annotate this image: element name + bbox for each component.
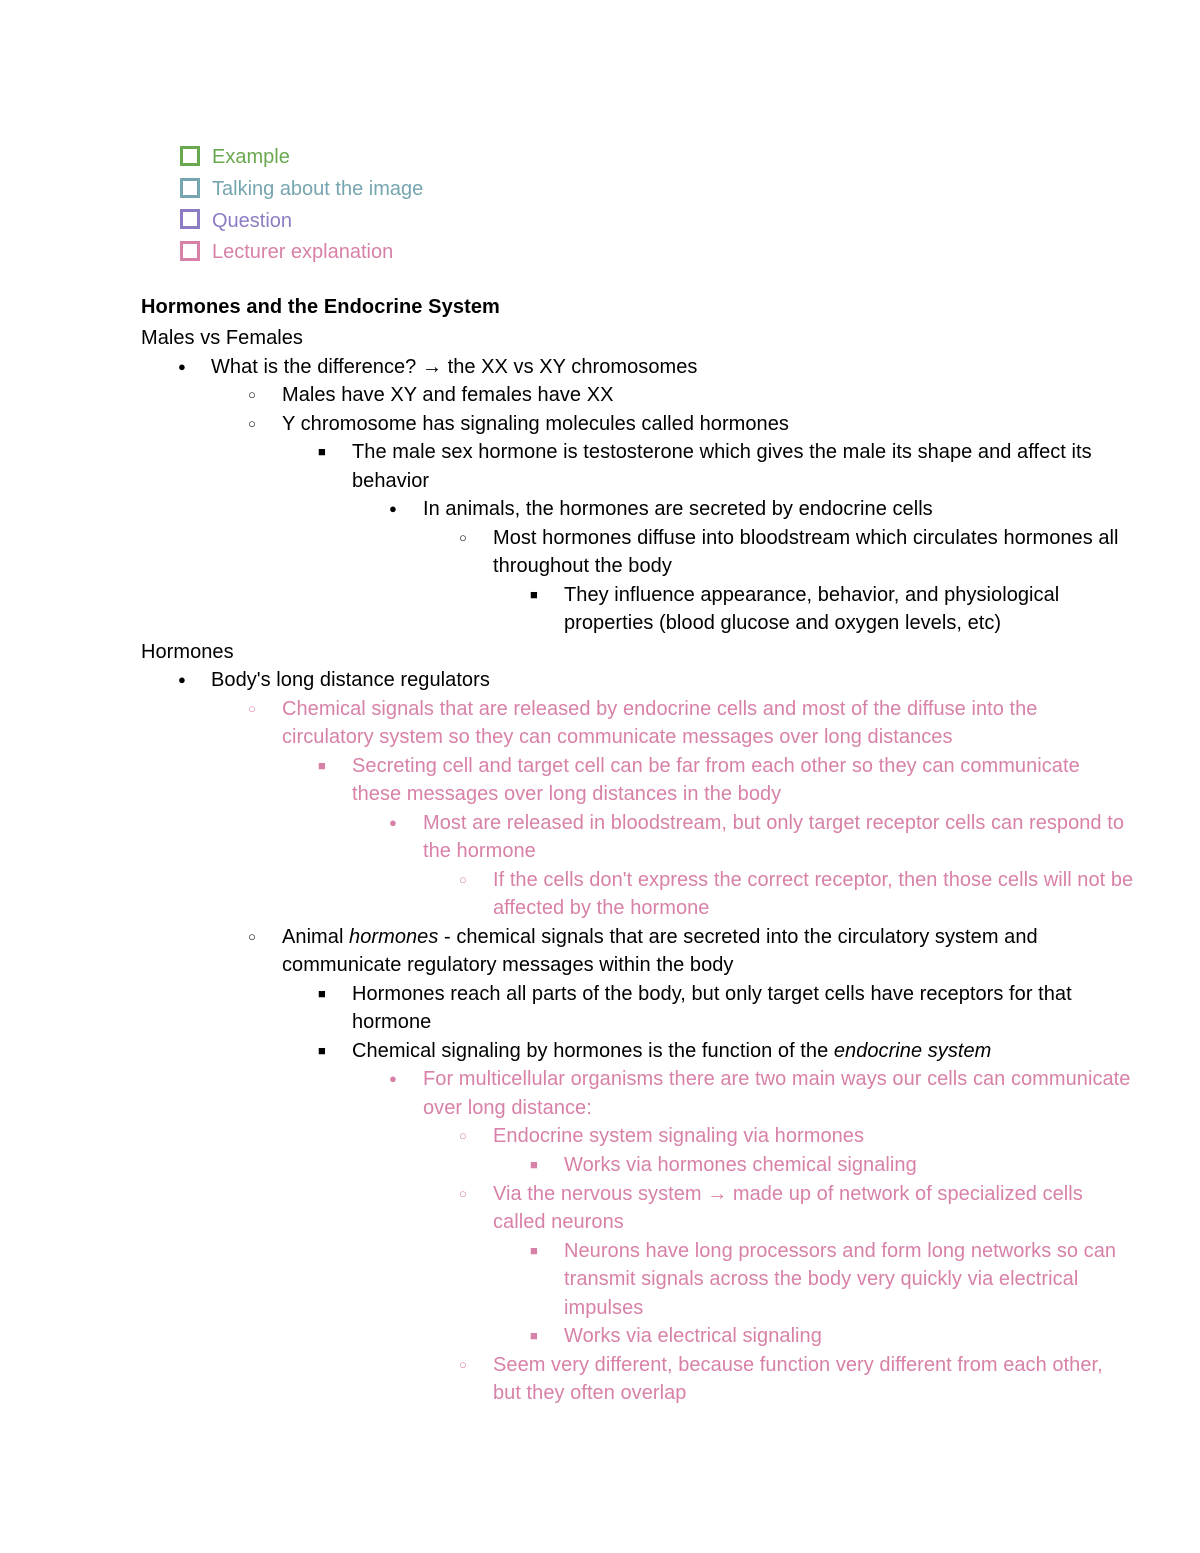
checkbox-icon[interactable]	[180, 209, 200, 229]
legend-label: Lecturer explanation	[212, 241, 394, 264]
list-item: Secreting cell and target cell can be far from each other so they can communicate	[352, 755, 1080, 777]
square-bullet-icon: ■	[318, 1043, 326, 1058]
legend-item-lecturer	[180, 237, 423, 269]
text-segment: - chemical signals that are secreted into the circulatory system and	[438, 926, 1038, 948]
text-segment: Chemical signaling by hormones is the function of the	[352, 1040, 834, 1062]
list-item-continuation: these messages over long distances in the body	[352, 783, 782, 805]
list-item: Chemical signals that are released by endocrine cells and most of the diffuse into the	[282, 698, 1038, 720]
square-bullet-icon: ■	[530, 1243, 538, 1258]
list-item: Males have XY and females have XX	[282, 384, 614, 406]
list-item-continuation: circulatory system so they can communicate messages over long distances	[282, 726, 953, 748]
defined-term: endocrine system	[833, 1040, 992, 1062]
list-item: Most hormones diffuse into bloodstream which circulates hormones all	[493, 527, 1119, 549]
list-item: If the cells don't express the correct receptor, then those cells will not be	[493, 869, 1134, 891]
disc-bullet-icon: ●	[389, 501, 397, 516]
legend-label: Question	[212, 209, 293, 232]
circle-bullet-icon: ○	[459, 872, 467, 887]
list-item: Neurons have long processors and form long networks so can	[564, 1240, 1117, 1262]
list-item: They influence appearance, behavior, and physiological	[564, 584, 1060, 606]
circle-bullet-icon: ○	[459, 1128, 467, 1143]
legend-item-question	[180, 205, 423, 237]
list-item: What is the difference? → the XX vs XY chromosomes	[211, 356, 698, 378]
list-item: Endocrine system signaling via hormones	[493, 1125, 865, 1147]
list-item	[282, 923, 1038, 952]
list-item-continuation: but they often overlap	[493, 1382, 687, 1404]
square-bullet-icon: ■	[530, 1157, 538, 1172]
defined-term: hormones	[349, 926, 439, 948]
square-bullet-icon: ■	[530, 587, 538, 602]
square-bullet-icon: ■	[530, 1328, 538, 1343]
list-item-continuation: communicate regulatory messages within the body	[282, 954, 734, 976]
list-item: Body's long distance regulators	[211, 669, 490, 691]
circle-bullet-icon: ○	[248, 929, 256, 944]
section-label: Males vs Females	[141, 327, 303, 349]
text-segment: Animal	[282, 926, 350, 948]
disc-bullet-icon: ●	[178, 672, 186, 687]
list-item-continuation: affected by the hormone	[493, 897, 710, 919]
list-item-continuation: hormone	[352, 1011, 432, 1033]
square-bullet-icon: ■	[318, 444, 326, 459]
legend-label: Talking about the image	[212, 178, 424, 201]
list-item: Works via electrical signaling	[564, 1325, 822, 1347]
list-item: Works via hormones chemical signaling	[564, 1154, 917, 1176]
square-bullet-icon: ■	[318, 758, 326, 773]
list-item: The male sex hormone is testosterone which gives the male its shape and affect its	[352, 441, 1092, 463]
circle-bullet-icon: ○	[459, 1186, 467, 1201]
list-item-continuation: impulses	[564, 1297, 644, 1319]
section-label: Hormones	[141, 641, 234, 663]
disc-bullet-icon: ●	[178, 359, 186, 374]
circle-bullet-icon: ○	[248, 701, 256, 716]
circle-bullet-icon: ○	[459, 1357, 467, 1372]
list-item: Most are released in bloodstream, but only target receptor cells can respond to	[423, 812, 1124, 834]
square-bullet-icon: ■	[318, 986, 326, 1001]
legend-item-image	[180, 174, 423, 206]
list-item-continuation: properties (blood glucose and oxygen levels, etc)	[564, 612, 1002, 634]
checkbox-icon[interactable]	[180, 146, 200, 166]
circle-bullet-icon: ○	[459, 530, 467, 545]
list-item-continuation: over long distance:	[423, 1097, 592, 1119]
list-item: Hormones reach all parts of the body, but only target cells have receptors for that	[352, 983, 1072, 1005]
list-item-continuation: the hormone	[423, 840, 536, 862]
legend-label: Example	[212, 146, 290, 169]
list-item: Seem very different, because function very different from each other,	[493, 1354, 1103, 1376]
disc-bullet-icon: ●	[389, 1071, 397, 1086]
checkbox-icon[interactable]	[180, 241, 200, 261]
list-item: Y chromosome has signaling molecules called hormones	[282, 413, 789, 435]
list-item-continuation: behavior	[352, 470, 430, 492]
color-legend	[180, 142, 423, 269]
list-item-continuation: transmit signals across the body very quickly via electrical	[564, 1268, 1079, 1290]
disc-bullet-icon: ●	[389, 815, 397, 830]
list-item: For multicellular organisms there are two main ways our cells can communicate	[423, 1068, 1131, 1090]
circle-bullet-icon: ○	[248, 416, 256, 431]
list-item: Via the nervous system → made up of network of specialized cells	[493, 1183, 1083, 1205]
legend-item-example	[180, 142, 423, 174]
list-item	[352, 1037, 991, 1066]
circle-bullet-icon: ○	[248, 387, 256, 402]
checkbox-icon[interactable]	[180, 178, 200, 198]
list-item: In animals, the hormones are secreted by endocrine cells	[423, 498, 933, 520]
page-title: Hormones and the Endocrine System	[141, 296, 500, 318]
list-item-continuation: throughout the body	[493, 555, 672, 577]
list-item-continuation: called neurons	[493, 1211, 624, 1233]
